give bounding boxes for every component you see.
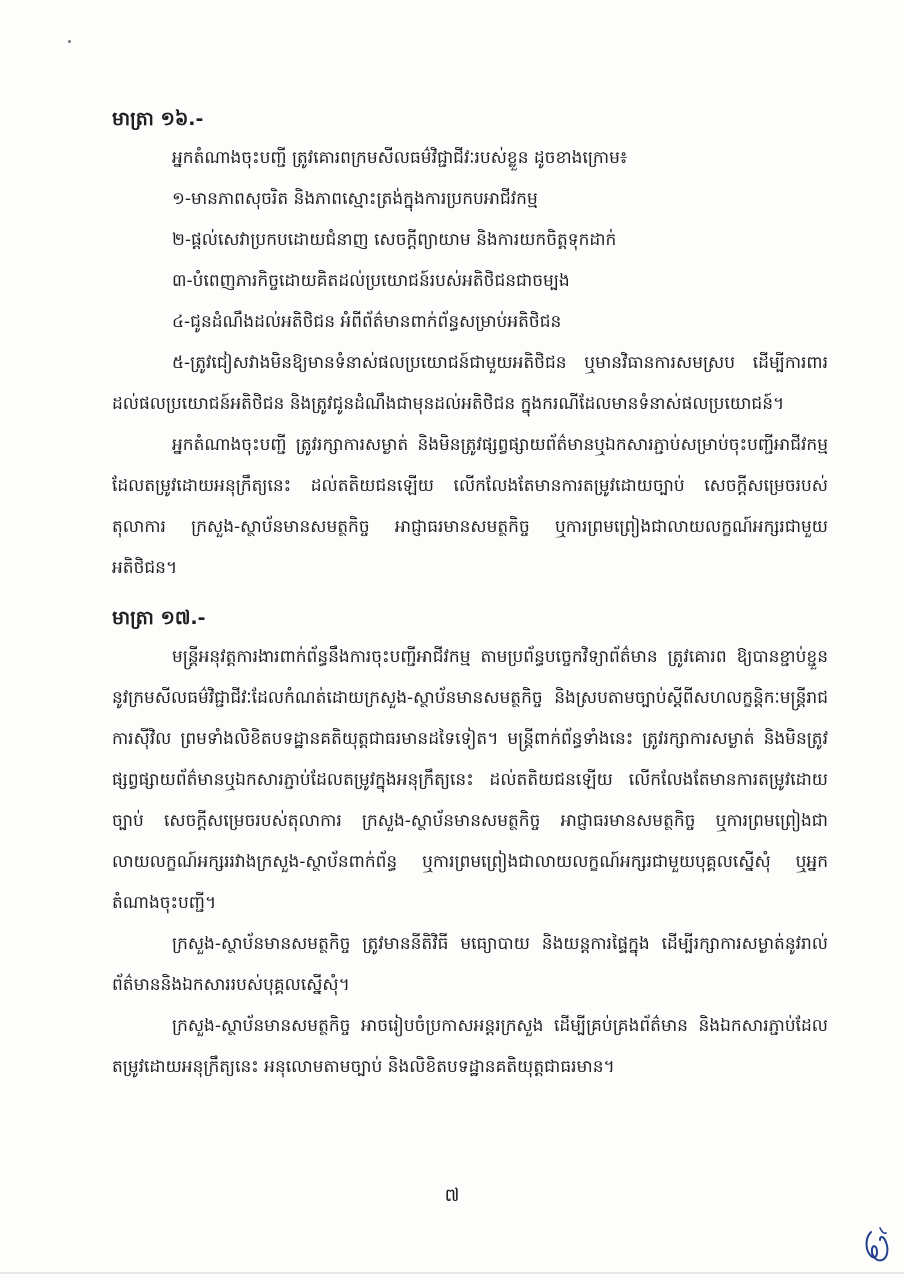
article-17-paragraph-3: ក្រសួង-ស្ថាប័នមានសមត្ថកិច្ច អាចរៀបចំប្រកាសអន្តរក្រសួង ដើម្បីគ្រប់គ្រងព័ត៌មាន និងឯកសារភ្ជាប់ដែលតម្រូវដោយអនុក្រឹត្យនេះ អនុលោមតាមច្បាប់ និងលិខិតបទដ្ឋានគតិយុត្តជាធរមាន។ <box>112 1016 828 1077</box>
article-16-item-3: ៣-បំពេញភារកិច្ចដោយគិតដល់ប្រយោជន៍របស់អតិថិជនជាចម្បង <box>172 271 570 291</box>
article-16-item-5: ៥-ត្រូវជៀសវាងមិនឱ្យមានទំនាស់ផលប្រយោជន៍ជាមួយអតិថិជន ឬមានវិធានការសមស្រប ដើម្បីការពារដល់ផលប្រយោជន៍អតិថិជន និងត្រូវជូនដំណឹងជាមុនដល់អតិថិជន ក្នុងករណីដែលមានទំនាស់ផលប្រយោជន៍។ <box>112 353 828 414</box>
article-17-paragraph-1: មន្ត្រីអនុវត្តការងារពាក់ព័ន្ធនឹងការចុះបញ្ជីអាជីវកម្ម តាមប្រព័ន្ធបច្ចេកវិទ្យាព័ត៌មាន ត្រូវគោរព ឱ្យបានខ្ជាប់ខ្ជួននូវក្រមសីលធម៌វិជ្ជាជីវៈដែលកំណត់ដោយក្រសួង-ស្ថាប័នមានសមត្ថកិច្ច និងស្របតាមច្បាប់ស្តីពីសហលក្ខន្តិកៈមន្ត្រីរាជការស៊ីវិល ព្រមទាំងលិខិតបទដ្ឋានគតិយុត្តជាធរមានដទៃទៀត។ មន្ត្រីពាក់ព័ន្ធទាំងនេះ ត្រូវរក្សាការសម្ងាត់ និងមិនត្រូវផ្សព្វផ្សាយព័ត៌មានឬឯកសារភ្ជាប់ដែលតម្រូវក្នុងអនុក្រឹត្យនេះ ដល់តតិយជនឡើយ លើកលែងតែមានការតម្រូវដោយច្បាប់ សេចក្តីសម្រេចរបស់តុលាការ ក្រសួង-ស្ថាប័នមានសមត្ថកិច្ច អាជ្ញាធរមានសមត្ថកិច្ច ឬការព្រមព្រៀងជាលាយលក្ខណ៍អក្សររវាងក្រសួង-ស្ថាប័នពាក់ព័ន្ធ ឬការព្រមព្រៀងជាលាយលក្ខណ៍អក្សរជាមួយបុគ្គលស្នើសុំ ឬអ្នកតំណាងចុះបញ្ជី។ <box>112 647 828 913</box>
article-17-paragraph-2: ក្រសួង-ស្ថាប័នមានសមត្ថកិច្ច ត្រូវមាននីតិវិធី មធ្យោបាយ និងយន្តការផ្ទៃក្នុង ដើម្បីរក្សាការសម្ងាត់នូវរាល់ព័ត៌មាននិងឯកសាររបស់បុគ្គលស្នើសុំ។ <box>112 934 828 995</box>
article-17-heading: មាត្រា ១៧.- <box>112 607 206 629</box>
article-16-intro: អ្នកតំណាងចុះបញ្ជី ត្រូវគោរពក្រមសីលធម៌វិជ្ជាជីវៈរបស់ខ្លួន ដូចខាងក្រោម៖ <box>172 148 628 168</box>
article-16-confidentiality: អ្នកតំណាងចុះបញ្ជី ត្រូវរក្សាការសម្ងាត់ និងមិនត្រូវផ្សព្វផ្សាយព័ត៌មានឬឯកសារភ្ជាប់សម្រាប់ចុះបញ្ជីអាជីវកម្មដែលតម្រូវដោយអនុក្រឹត្យនេះ ដល់តតិយជនឡើយ លើកលែងតែមានការតម្រូវដោយច្បាប់ សេចក្តីសម្រេចរបស់តុលាការ ក្រសួង-ស្ថាប័នមានសមត្ថកិច្ច អាជ្ញាធរមានសមត្ថកិច្ច ឬការព្រមព្រៀងជាលាយលក្ខណ៍អក្សរជាមួយអតិថិជន។ <box>112 435 828 578</box>
article-16-item-4: ៤-ជូនដំណឹងដល់អតិថិជន អំពីព័ត៌មានពាក់ព័ន្ធសម្រាប់អតិថិជន <box>172 312 562 332</box>
article-16-item-1: ១-មានភាពសុចរិត និងភាពស្មោះត្រង់ក្នុងការប្រកបអាជីវកម្ម <box>172 189 538 209</box>
handwritten-initial-mark <box>862 1224 892 1270</box>
page-number: ៧ <box>444 1185 460 1206</box>
bottom-edge-line <box>0 1272 904 1274</box>
article-16-heading: មាត្រា ១៦.- <box>112 108 204 130</box>
scan-speck <box>68 40 71 43</box>
document-body <box>112 92 828 1088</box>
article-16-item-2: ២-ផ្តល់សេវាប្រកបដោយជំនាញ សេចក្តីព្យាយាម និងការយកចិត្តទុកដាក់ <box>172 230 617 250</box>
